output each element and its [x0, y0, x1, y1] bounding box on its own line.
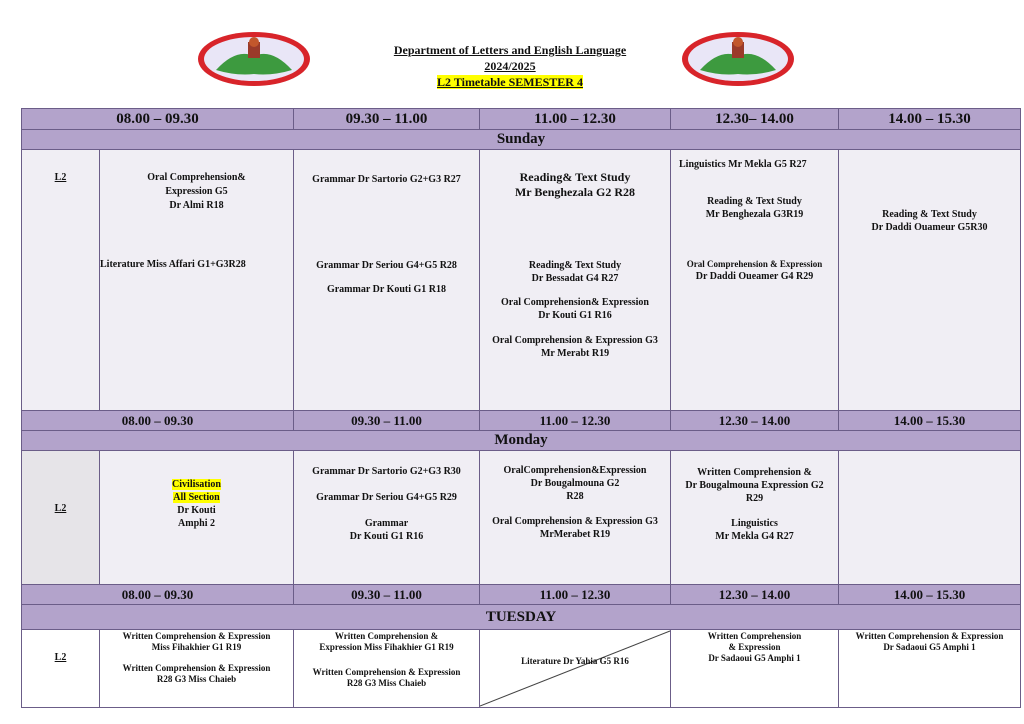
session-line: Written Comprehension & Expression — [855, 631, 1004, 641]
day-row-tuesday — [22, 605, 1021, 630]
tuesday-slot-1 — [100, 630, 294, 708]
session-line: Oral Comprehension& Expression — [501, 297, 649, 308]
time-slot-5: 14.00 – 15.30 — [839, 109, 1021, 130]
timetable-subtitle: L2 Timetable SEMESTER 4 — [437, 75, 583, 89]
tuesday-slot-3 — [480, 630, 671, 708]
session-line: Linguistics Mr Mekla G5 R27 — [679, 159, 807, 170]
sunday-slot-5 — [839, 150, 1021, 411]
session-line: Grammar Dr Kouti G1 R18 — [326, 284, 447, 295]
session-line: Dr Bessadat G4 R27 — [531, 273, 619, 284]
session-line: Civilisation — [172, 479, 221, 490]
session-line: Reading& Text Study — [528, 260, 622, 271]
session-line: R28 G3 Miss Chaieb — [346, 678, 427, 688]
day-row-monday — [22, 431, 1021, 451]
sunday-slot-4 — [671, 150, 839, 411]
session-line: Miss Fihakhier G1 R19 — [151, 642, 242, 652]
level-label: L2 — [22, 150, 100, 411]
session-line: Grammar Dr Sartorio G2+G3 R27 — [312, 174, 461, 185]
session-line: Mr Benghezala G2 R28 — [514, 185, 636, 199]
session-line: OralComprehension&Expression — [503, 465, 647, 476]
session-line: All Section — [173, 492, 220, 503]
university-logo-left — [196, 30, 312, 88]
time-slot-5: 14.00 – 15.30 — [839, 585, 1021, 605]
day-label-monday: Monday — [22, 431, 1021, 451]
diagonal-strike — [480, 630, 671, 707]
tuesday-slot-5 — [839, 630, 1021, 708]
monday-slot-2 — [294, 451, 480, 585]
session-line: MrMerabet R19 — [539, 529, 611, 540]
time-slot-1: 08.00 – 09.30 — [22, 585, 294, 605]
monday-slot-3 — [480, 451, 671, 585]
sunday-slot-3 — [480, 150, 671, 411]
session-line: Oral Comprehension & Expression — [686, 259, 823, 269]
session-line: Literature Miss Affari G1+G3R28 — [100, 259, 246, 270]
session-line: Oral Comprehension & Expression G3 — [492, 516, 658, 527]
time-slot-4: 12.30 – 14.00 — [671, 411, 839, 431]
level-label: L2 — [22, 630, 100, 708]
time-slot-2: 09.30 – 11.00 — [294, 585, 480, 605]
session-line: Written Comprehension & — [697, 467, 812, 478]
session-line: Dr Kouti — [177, 505, 216, 516]
time-slot-2: 09.30 – 11.00 — [294, 411, 480, 431]
time-slot-2: 09.30 – 11.00 — [294, 109, 480, 130]
session-line: Grammar Dr Seriou G4+G5 R29 — [316, 492, 457, 503]
academic-year: 2024/2025 — [484, 59, 536, 73]
session-line: Expression Miss Fihakhier G1 R19 — [319, 642, 454, 652]
session-line: Written Comprehension & Expression — [312, 667, 461, 677]
day-label-sunday: Sunday — [22, 130, 1021, 150]
time-header-row — [22, 585, 1021, 605]
session-line: Amphi 2 — [178, 518, 215, 529]
page-header — [0, 0, 1024, 104]
title-block — [330, 42, 690, 90]
session-line: Dr Kouti G1 R16 — [349, 531, 424, 542]
time-slot-1: 08.00 – 09.30 — [22, 411, 294, 431]
session-line: R29 — [745, 493, 764, 504]
session-line: Dr Daddi Ouameur G5R30 — [871, 222, 988, 233]
time-slot-3: 11.00 – 12.30 — [480, 411, 671, 431]
session-line: Expression G5 — [165, 186, 228, 197]
monday-row — [22, 451, 1021, 585]
session-line: Grammar Dr Seriou G4+G5 R28 — [316, 260, 457, 271]
time-slot-3: 11.00 – 12.30 — [480, 585, 671, 605]
session-line: & Expression — [728, 642, 781, 652]
monday-slot-4 — [671, 451, 839, 585]
session-line: Mr Benghezala G3R19 — [705, 209, 804, 220]
session-line: Oral Comprehension& — [147, 172, 246, 183]
session-line: R28 — [566, 491, 584, 502]
session-line: Written Comprehension & Expression — [122, 631, 271, 641]
session-line: Written Comprehension & — [334, 631, 439, 641]
session-line: Mr Merabt R19 — [540, 348, 610, 359]
session-line: Dr Bougalmouna G2 — [530, 478, 620, 489]
tuesday-row — [22, 630, 1021, 708]
session-line: R28 G3 Miss Chaieb — [156, 674, 237, 684]
session-line: Grammar — [364, 518, 409, 529]
level-label: L2 — [22, 451, 100, 585]
session-line: Mr Mekla G4 R27 — [715, 531, 794, 542]
monday-slot-5 — [839, 451, 1021, 585]
time-header-row — [22, 411, 1021, 431]
time-header-row — [22, 109, 1021, 130]
time-slot-5: 14.00 – 15.30 — [839, 411, 1021, 431]
session-line: Dr Kouti G1 R16 — [538, 310, 612, 321]
session-line: Written Comprehension — [707, 631, 802, 641]
session-line: Grammar Dr Sartorio G2+G3 R30 — [312, 466, 461, 477]
sunday-slot-1 — [100, 150, 294, 411]
university-logo-right — [680, 30, 796, 88]
tuesday-slot-4 — [671, 630, 839, 708]
session-line: Reading & Text Study — [882, 209, 977, 220]
session-line: Oral Comprehension & Expression G3 — [492, 335, 658, 346]
monday-slot-1 — [100, 451, 294, 585]
session-line: Dr Sadaoui G5 Amphi 1 — [708, 653, 801, 663]
session-line: Reading & Text Study — [707, 196, 802, 207]
time-slot-1: 08.00 – 09.30 — [22, 109, 294, 130]
time-slot-3: 11.00 – 12.30 — [480, 109, 671, 130]
session-line: Dr Bougalmouna Expression G2 — [685, 480, 824, 491]
department-title: Department of Letters and English Language — [393, 43, 627, 57]
session-line: Dr Almi R18 — [169, 200, 224, 211]
session-line: Reading& Text Study — [519, 170, 631, 184]
sunday-row — [22, 150, 1021, 411]
session-line: Dr Daddi Oueamer G4 R29 — [695, 271, 814, 282]
session-line: Literature Dr Yahia G5 R16 — [521, 656, 629, 666]
session-line: Dr Sadaoui G5 Amphi 1 — [883, 642, 976, 652]
session-line: Linguistics — [731, 518, 778, 529]
day-row-sunday — [22, 130, 1021, 150]
time-slot-4: 12.30– 14.00 — [671, 109, 839, 130]
timetable — [21, 108, 1021, 708]
tuesday-slot-2 — [294, 630, 480, 708]
sunday-slot-2 — [294, 150, 480, 411]
time-slot-4: 12.30 – 14.00 — [671, 585, 839, 605]
session-line: Written Comprehension & Expression — [122, 663, 271, 673]
day-label-tuesday: TUESDAY — [22, 605, 1021, 630]
